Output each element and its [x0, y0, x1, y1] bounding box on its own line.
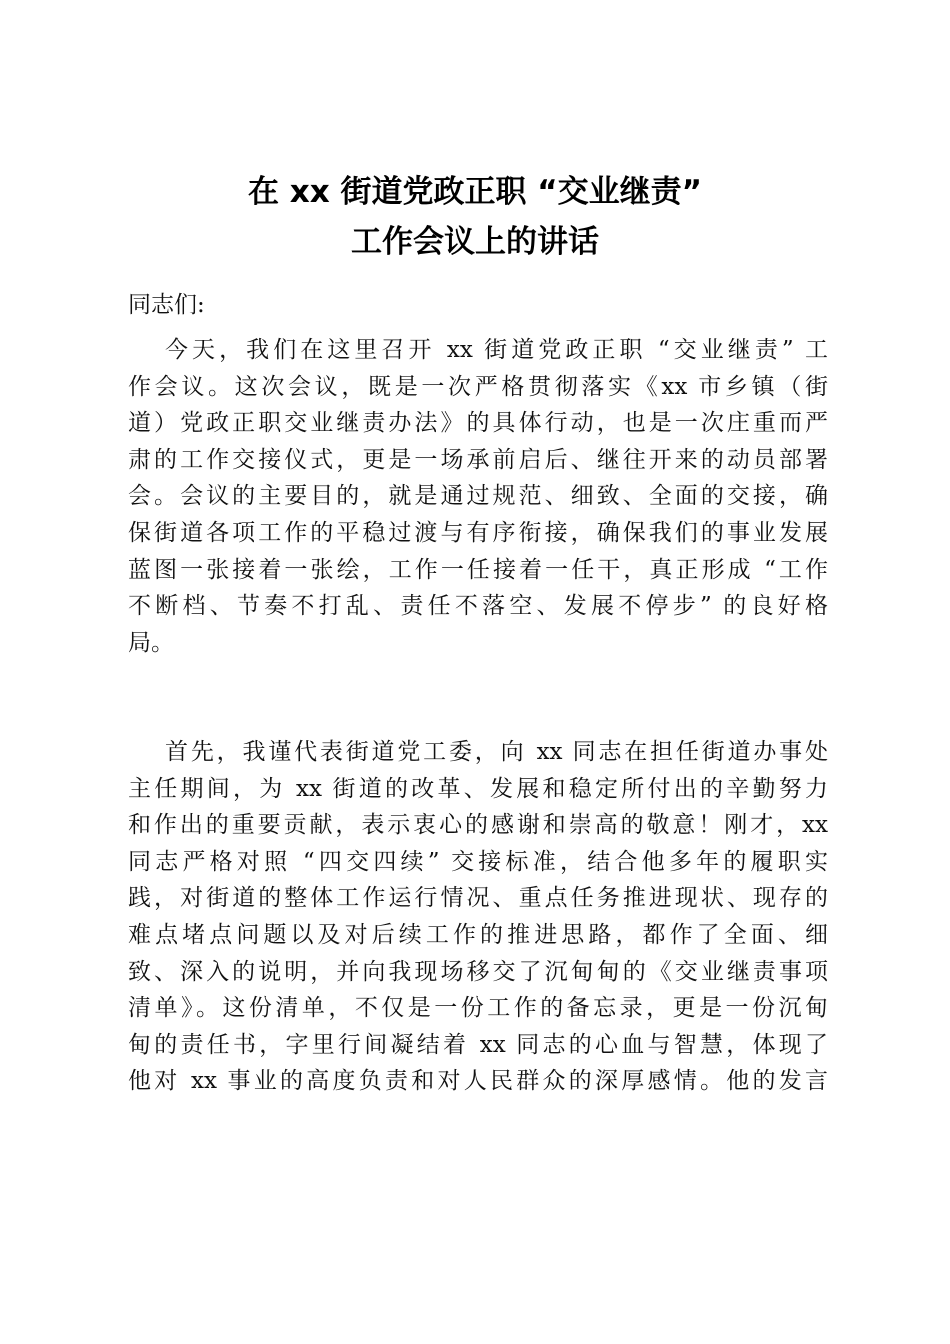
text-line: 肃的工作交接仪式，更是一场承前启后、继往开来的动员部署 — [128, 446, 828, 473]
text-line: 难点堵点问题以及对后续工作的推进思路，都作了全面、细 — [128, 921, 828, 948]
text-line: 同志严格对照 “四交四续” 交接标准，结合他多年的履职实 — [128, 848, 828, 875]
text-line: 作会议。这次会议，既是一次严格贯彻落实《xx 市乡镇（街 — [128, 373, 828, 400]
text-line: 不断档、节奏不打乱、责任不落空、发展不停步” 的良好格 — [128, 593, 828, 620]
text-line: 主任期间，为 xx 街道的改革、发展和稳定所付出的辛勤努力 — [128, 775, 828, 802]
paragraph-2 — [128, 734, 828, 1100]
text-line: 今天，我们在这里召开 xx 街道党政正职 “交业继责” 工 — [165, 337, 828, 363]
text-line: 他对 xx 事业的高度负责和对人民群众的深厚感情。他的发言 — [128, 1068, 828, 1095]
document-title-line-1: 在 xx 街道党政正职 “交业继责” — [247, 174, 703, 210]
text-line: 和作出的重要贡献，表示衷心的感谢和崇高的敬意！刚才，xx — [128, 812, 828, 839]
text-line: 首先，我谨代表街道党工委，向 xx 同志在担任街道办事处 — [165, 739, 828, 765]
salutation: 同志们: — [128, 292, 205, 318]
text-line: 道）党政正职交业继责办法》的具体行动，也是一次庄重而严 — [128, 410, 828, 437]
text-line: 致、深入的说明，并向我现场移交了沉甸甸的《交业继责事项 — [128, 958, 828, 985]
text-line: 会。会议的主要目的，就是通过规范、细致、全面的交接，确 — [128, 483, 828, 510]
text-line: 践，对街道的整体工作运行情况、重点任务推进现状、现存的 — [128, 885, 828, 912]
document-title-line-2: 工作会议上的讲话 — [351, 224, 599, 260]
text-line: 保街道各项工作的平稳过渡与有序衔接，确保我们的事业发展 — [128, 519, 828, 546]
text-line: 蓝图一张接着一张绘，工作一任接着一任干，真正形成 “工作 — [128, 556, 828, 583]
text-line: 清单》。这份清单，不仅是一份工作的备忘录，更是一份沉甸 — [128, 995, 828, 1022]
text-line: 甸的责任书，字里行间凝结着 xx 同志的心血与智慧，体现了 — [128, 1031, 828, 1058]
text-line: 局。 — [128, 629, 174, 656]
paragraph-1 — [128, 332, 828, 661]
